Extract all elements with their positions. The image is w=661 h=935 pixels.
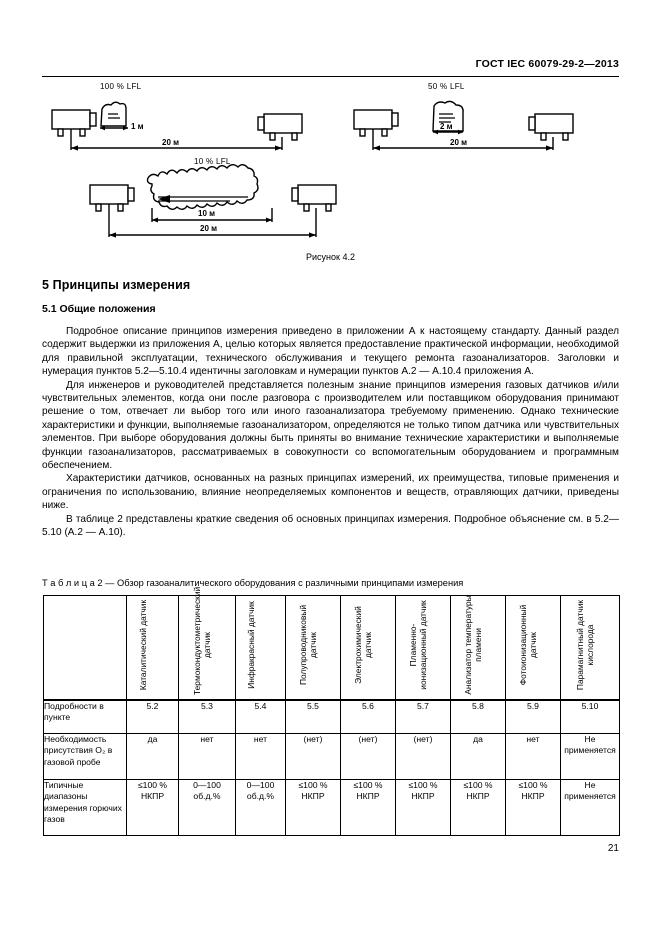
paragraph-1: Подробное описание принципов измерения приведено в приложении А к настоящему стандарту. Данный раздел содержит выдержки из приложения А, целью которых является предоставление практической информации, необходимой для правильной эксплуатации, технического обслуживания и текущего ремонта газоанализаторов. Заголовки и нумерация пунктов 5.2—5.10.4 идентичны заголовкам и нумерации пунктов А.2 — А.10.4 приложения А. [42, 326, 619, 378]
table-cell: 5.4 [236, 700, 286, 734]
table-cell: Не применяется [561, 734, 620, 780]
table-cell: ≤100 % НКПР [451, 780, 506, 836]
dim-2m: 2 м [440, 122, 453, 131]
paragraph-4: В таблице 2 представлены краткие сведения об основных принципах измерения. Подробное объяснение см. в 5.2—5.10 (А.2 — А.10). [42, 513, 619, 539]
col-header-paramagnetic-oxygen [561, 596, 620, 700]
col-header-flame-ionization [396, 596, 451, 700]
detector-icon [258, 114, 302, 140]
paragraph-3: Характеристики датчиков, основанных на разных принципах измерений, их преимущества, типовые применения и ограничения по использованию, влияние неопределяемых компонентов и веществ, отравляющих датчики, приведены ниже. [42, 473, 619, 512]
table-caption: Т а б л и ц а 2 — Обзор газоаналитического оборудования с различными принципами измерения [42, 578, 464, 588]
table-cell: да [127, 734, 179, 780]
table-cell: (нет) [286, 734, 341, 780]
table-cell: 5.8 [451, 700, 506, 734]
page-header: ГОСТ IEC 60079-29-2—2013 [475, 58, 619, 70]
table-cell: 5.5 [286, 700, 341, 734]
gas-cloud-100 [101, 102, 126, 126]
table-cell: ≤100 % НКПР [341, 780, 396, 836]
col-header-flame-temperature [451, 596, 506, 700]
col-header-label: Каталитический датчик [137, 599, 148, 690]
header-rule [42, 76, 619, 77]
dim-20m-a: 20 м [162, 138, 180, 147]
table-cell: 5.2 [127, 700, 179, 734]
table-cell: Не применяется [561, 780, 620, 836]
detector-icon [52, 110, 96, 136]
table-cell: 0—100 об.д.% [236, 780, 286, 836]
col-header-catalytic [127, 596, 179, 700]
col-header-label: Инфракрасный датчик [245, 600, 256, 689]
table-cell: нет [236, 734, 286, 780]
detector-icon [90, 185, 134, 211]
table-cell: (нет) [396, 734, 451, 780]
table-cell: 5.7 [396, 700, 451, 734]
label-50-lfl: 50 % LFL [428, 82, 465, 91]
col-header-infrared [236, 596, 286, 700]
table-cell: 0—100 об.д.% [179, 780, 236, 836]
table-cell: 5.3 [179, 700, 236, 734]
table-cell: ≤100 % НКПР [396, 780, 451, 836]
col-header-label: Парамагнитный датчик кислорода [575, 599, 595, 690]
table-row [44, 734, 620, 780]
section-heading-5: 5 Принципы измерения [42, 278, 191, 292]
section-heading-5-1: 5.1 Общие положения [42, 303, 156, 315]
col-header-semiconductor [286, 596, 341, 700]
table-cell: нет [179, 734, 236, 780]
table-cell: ≤100 % НКПР [506, 780, 561, 836]
col-header-label: Анализатор температуры пламени [463, 594, 483, 695]
table-cell: 5.9 [506, 700, 561, 734]
table-cell: 5.6 [341, 700, 396, 734]
figure-4-2 [42, 82, 619, 242]
measurement-principles-table [43, 586, 620, 836]
body-text [42, 325, 619, 540]
table-cell: нет [506, 734, 561, 780]
row-label: Необходимость присутствия O₂ в газовой пробе [44, 734, 127, 780]
table-header-row [44, 596, 620, 700]
table-row [44, 700, 620, 734]
col-header-photoionization [506, 596, 561, 700]
col-header-label: Термокондуктометрический датчик [192, 586, 212, 695]
col-header-thermal-conductivity [179, 586, 236, 700]
table-cell: да [451, 734, 506, 780]
label-10-lfl: 10 % LFL [194, 157, 231, 166]
paragraph-2: Для инженеров и руководителей представляется полезным знание принципов измерения газовых датчиков и/или чувствительных элементов, когда они после разговора с производителем или поставщиком оборудования принимают решение о том, отвечает ли выбор того или иного газоанализатора требуемому применению. Однако технические характеристики и функции, выполняемые газоанализатором, определяются не только типом датчика или чувствительных элементов. При выборе оборудования должны быть приняты во внимание технические характеристики и выполняемые функции газоанализаторов, рассматриваемых в совокупности со вспомогательным оборудованием и программным обеспечением. [42, 379, 619, 472]
dim-20m-b: 20 м [450, 138, 468, 147]
col-header-label: Фотоионизационный датчик [518, 604, 538, 685]
table-cell: ≤100 % НКПР [286, 780, 341, 836]
page-number: 21 [607, 843, 619, 854]
table-cell: 5.10 [561, 700, 620, 734]
col-header-electrochemical [341, 596, 396, 700]
dim-1m: 1 м [131, 122, 144, 131]
gas-cloud-10 [148, 165, 259, 210]
row-label: Подробности в пункте [44, 700, 127, 734]
row-label: Типичные диапазоны измерения горючих газов [44, 780, 127, 836]
table-row [44, 780, 620, 836]
dim-10m: 10 м [198, 209, 216, 218]
detector-icon [529, 114, 573, 140]
col-header-label: Полупроводниковый датчик [298, 604, 318, 685]
table-cell: ≤100 % НКПР [127, 780, 179, 836]
figure-caption: Рисунок 4.2 [306, 252, 355, 262]
col-header-label: Электрохимический датчик [353, 605, 373, 684]
table-cell: (нет) [341, 734, 396, 780]
detector-icon [354, 110, 398, 136]
figure-drawing [42, 82, 619, 242]
dim-20m-c: 20 м [200, 224, 218, 233]
corner-cell [44, 596, 127, 700]
label-100-lfl: 100 % LFL [100, 82, 142, 91]
detector-icon [292, 185, 336, 211]
col-header-label: Пламенно-ионизационный датчик [408, 599, 428, 690]
